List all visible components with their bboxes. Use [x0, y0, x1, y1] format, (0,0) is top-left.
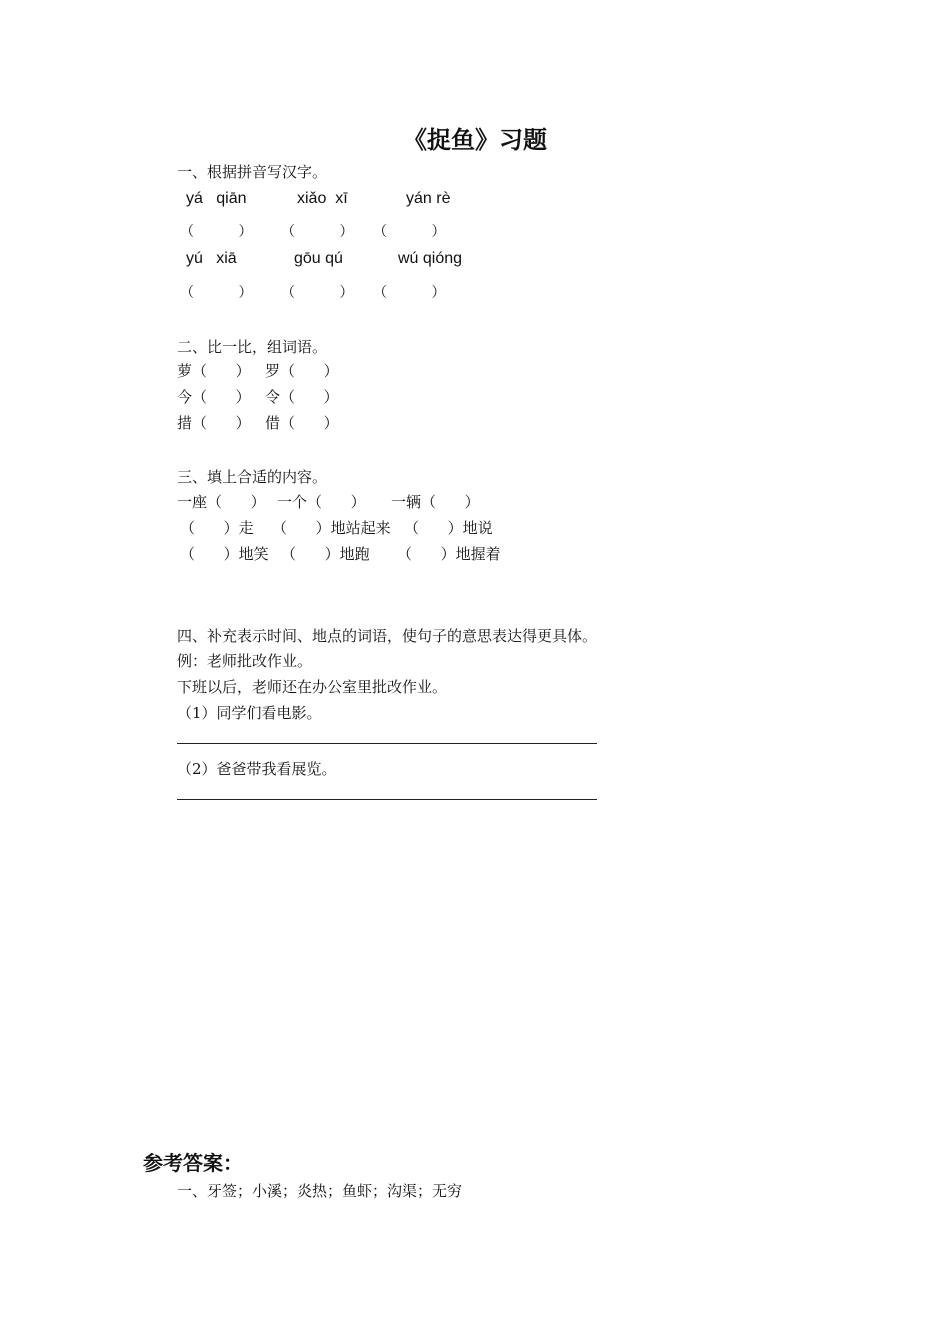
compare-item: 萝（ ）: [177, 362, 251, 380]
fill-item: 一座（ ）: [177, 493, 266, 511]
fill-item: （ ）地说: [404, 519, 493, 537]
answers-heading: 参考答案：: [143, 1151, 243, 1175]
answer-blank[interactable]: （ ）: [180, 285, 253, 301]
fill-item: （ ）走: [180, 519, 254, 537]
fill-item: 一辆（ ）: [391, 493, 480, 511]
question-2: （2）爸爸带我看展览。: [177, 760, 337, 778]
question-1: （1）同学们看电影。: [177, 704, 322, 722]
pinyin-5: gōu qú: [294, 250, 343, 267]
example-answer: 下班以后，老师还在办公室里批改作业。: [177, 678, 448, 696]
section2-heading: 二、比一比，组词语。: [177, 338, 328, 356]
compare-item: 令（ ）: [265, 388, 339, 406]
fill-item: （ ）地握着: [397, 545, 501, 563]
compare-item: 措（ ）: [177, 414, 251, 432]
page-title: 《捉鱼》习题: [403, 125, 547, 154]
example-label: 例：老师批改作业。: [177, 652, 313, 670]
pinyin-4: yú xiā: [186, 250, 237, 267]
answer-blank[interactable]: （ ）: [281, 285, 354, 301]
answer-blank[interactable]: （ ）: [373, 224, 446, 240]
section1-heading: 一、根据拼音写汉字。: [177, 163, 328, 181]
pinyin-3: yán rè: [406, 190, 451, 207]
answer-blank[interactable]: （ ）: [180, 224, 253, 240]
fill-item: （ ）地笑: [180, 545, 269, 563]
answer-line-1[interactable]: [177, 743, 597, 744]
section4-heading: 四、补充表示时间、地点的词语，使句子的意思表达得更具体。: [177, 627, 598, 645]
pinyin-6: wú qióng: [398, 250, 463, 267]
compare-item: 罗（ ）: [265, 362, 339, 380]
answer-line-2[interactable]: [177, 799, 597, 800]
answer-blank[interactable]: （ ）: [373, 285, 446, 301]
fill-item: （ ）地站起来: [272, 519, 391, 537]
section3-heading: 三、填上合适的内容。: [177, 468, 328, 486]
fill-item: 一个（ ）: [277, 493, 366, 511]
fill-item: （ ）地跑: [281, 545, 370, 563]
pinyin-1: yá qiān: [186, 190, 247, 207]
answers-line-1: 一、牙签；小溪；炎热；鱼虾；沟渠；无穷: [177, 1182, 463, 1200]
compare-item: 借（ ）: [265, 414, 339, 432]
answer-blank[interactable]: （ ）: [281, 224, 354, 240]
pinyin-2: xiǎo xī: [297, 190, 348, 207]
compare-item: 今（ ）: [177, 388, 251, 406]
